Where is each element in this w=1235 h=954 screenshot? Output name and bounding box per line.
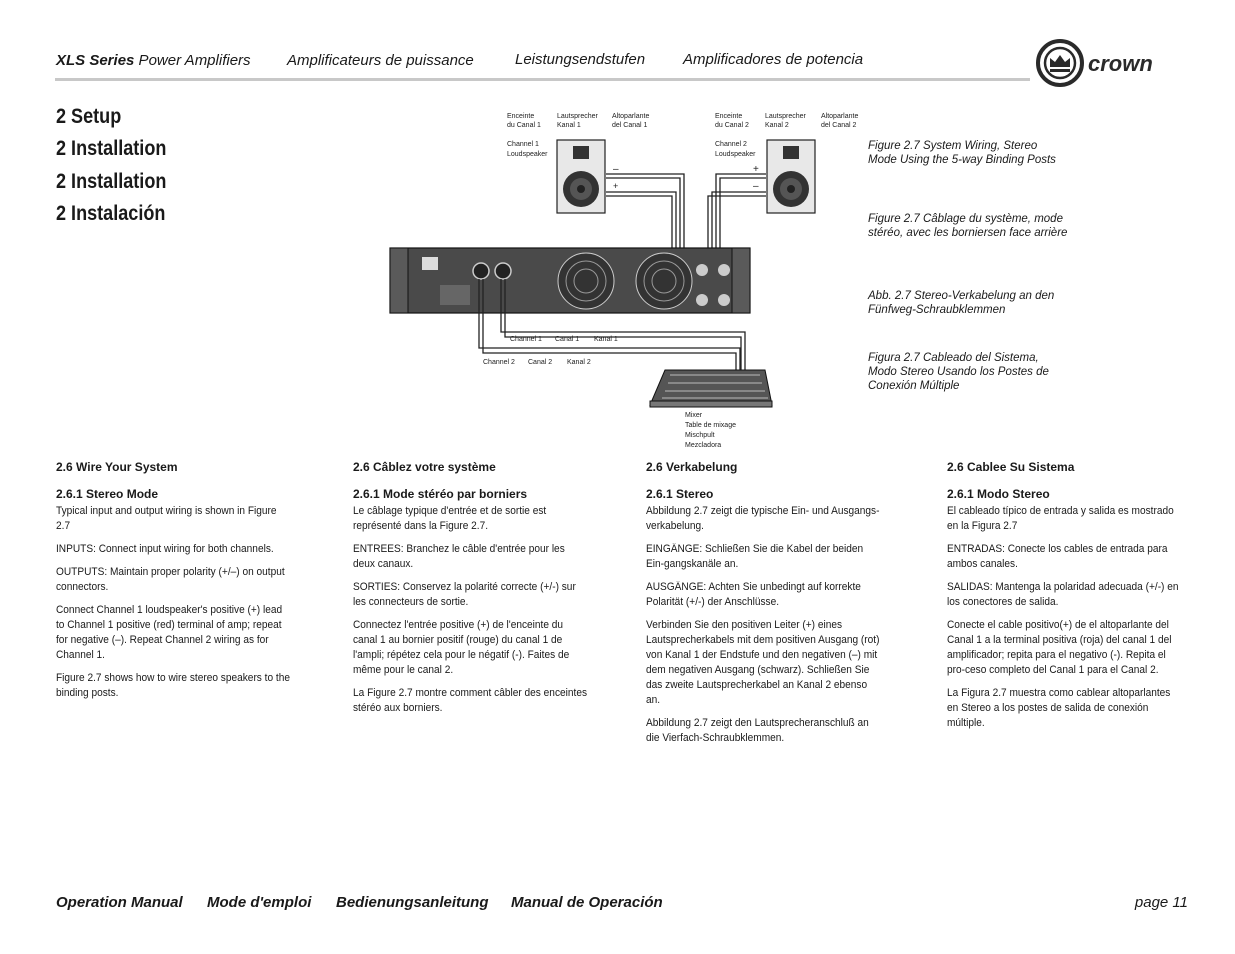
crown-logo: [1036, 38, 1186, 90]
spk2-label-en-2: Loudspeaker: [715, 151, 756, 158]
spk2-plus: +: [753, 164, 759, 175]
paragraph: EINGÄNGE: Schließen Sie die Kabel der beiden Ein-gangskanäle an.: [646, 543, 864, 570]
input-ch1-fr: Canal 1: [555, 336, 580, 343]
amplifier: [390, 248, 750, 313]
spk2-label-de-2: Kanal 2: [765, 122, 789, 129]
wiring-diagram: [380, 105, 865, 455]
paragraph: ENTRADAS: Conecte los cables de entrada para ambos canales.: [947, 543, 1168, 570]
paragraph: Typical input and output wiring is shown in Figure 2.7: [56, 505, 277, 532]
caption-es: Figura 2.7 Cableado del Sistema, Modo Stereo Usando los Postes de Conexión Múltiple: [868, 352, 1049, 392]
section-heading: 2.6 Wire Your System: [56, 460, 178, 474]
subsection-heading: 2.6.1 Stereo Mode: [56, 487, 159, 501]
caption-en: Figure 2.7 System Wiring, Stereo Mode Using the 5-way Binding Posts: [868, 140, 1056, 166]
title-de: 2 Installation: [56, 170, 167, 193]
paragraph: Figure 2.7 shows how to wire stereo speakers to the binding posts.: [56, 672, 291, 699]
spk2-label-en-1: Channel 2: [715, 141, 747, 148]
input-ch1-en: Channel 1: [510, 336, 542, 343]
footer-fr: Mode d'emploi: [207, 894, 312, 911]
mixer-label-de: Mischpult: [685, 432, 715, 439]
series-name: XLS Series: [56, 52, 135, 69]
paragraph: Conecte el cable positivo(+) de el altoparlante del Canal 1 a la terminal positiva (roja) del canal 1 del amplificador; repita para el negativo (-). Repita el pro-ceso completo del Canal 1 para el Canal 2.: [947, 619, 1172, 676]
mixer-label-fr: Table de mixage: [685, 422, 736, 429]
input-ch1-de: Kanal 1: [594, 336, 618, 343]
header-series: [56, 52, 251, 69]
footer-es: Manual de Operación: [511, 894, 663, 911]
paragraph: Connect Channel 1 loudspeaker's positive (+) lead to Channel 1 positive (red) terminal of amp; repeat for negative (–). Repeat Channel 2 wiring as for Channel 1.: [56, 604, 283, 661]
spk1-label-en-1: Channel 1: [507, 141, 539, 148]
title-fr: 2 Installation: [56, 137, 167, 160]
paragraph: Abbildung 2.7 zeigt die typische Ein- und Ausgangs-verkabelung.: [646, 505, 880, 532]
column-de: [646, 460, 881, 754]
subsection-heading: 2.6.1 Stereo: [646, 487, 714, 501]
page-number: page 11: [1134, 894, 1188, 911]
section-heading: 2.6 Cablee Su Sistema: [947, 460, 1075, 474]
input-ch2-en: Channel 2: [483, 359, 515, 366]
paragraph: AUSGÄNGE: Achten Sie unbedingt auf korrekte Polarität (+/-) der Anschlüsse.: [646, 581, 861, 608]
spk2-label-de-1: Lautsprecher: [765, 113, 806, 120]
spk1-label-fr-1: Enceinte: [507, 113, 535, 120]
title-es: 2 Instalación: [56, 202, 166, 225]
speaker-1: [557, 140, 605, 213]
paragraph: ENTREES: Branchez le câble d'entrée pour les deux canaux.: [353, 543, 565, 570]
mixer-label-es: Mezcladora: [685, 442, 722, 449]
paragraph: Connectez l'entrée positive (+) de l'enceinte du canal 1 au bornier positif (rouge) du canal 1 de l'ampli; répétez cela pour le négatif (-). Faites de même pour le canal 2.: [353, 619, 570, 676]
footer-en: Operation Manual: [56, 894, 183, 911]
spk1-label-fr-2: du Canal 1: [507, 122, 541, 129]
spk1-label-de-2: Kanal 1: [557, 122, 581, 129]
paragraph: Le câblage typique d'entrée et de sortie est représenté dans la Figure 2.7.: [353, 505, 547, 532]
column-en: [56, 460, 291, 709]
input-ch2-de: Kanal 2: [567, 359, 591, 366]
header-de: Leistungsendstufen: [515, 51, 646, 68]
caption-fr: Figure 2.7 Câblage du système, mode stéréo, avec les borniersen face arrière: [868, 213, 1068, 239]
header-rule: [55, 78, 1030, 81]
spk1-label-en-2: Loudspeaker: [507, 151, 548, 158]
section-heading: 2.6 Câblez votre système: [353, 460, 496, 474]
paragraph: SORTIES: Conservez la polarité correcte (+/-) sur les connecteurs de sortie.: [353, 581, 576, 608]
spk2-label-fr-2: du Canal 2: [715, 122, 749, 129]
spk2-minus: –: [753, 181, 759, 192]
speaker-2: [767, 140, 815, 213]
spk2-label-fr-1: Enceinte: [715, 113, 743, 120]
crown-logo-mark: [1036, 38, 1186, 90]
paragraph: El cableado típico de entrada y salida es mostrado en la Figura 2.7: [947, 505, 1174, 532]
spk1-label-es-1: Altoparlante: [612, 113, 650, 120]
crown-wordmark: crown: [1088, 51, 1153, 76]
paragraph: Abbildung 2.7 zeigt den Lautsprecheranschluß an die Vierfach-Schraubklemmen.: [646, 717, 869, 744]
series-subtitle: Power Amplifiers: [134, 52, 251, 69]
subsection-heading: 2.6.1 Modo Stereo: [947, 487, 1050, 501]
spk2-label-es-2: del Canal 2: [821, 122, 857, 129]
spk1-label-de-1: Lautsprecher: [557, 113, 598, 120]
column-es: [947, 460, 1182, 739]
title-en: 2 Setup: [56, 105, 122, 128]
mixer: [650, 370, 772, 407]
paragraph: Verbinden Sie den positiven Leiter (+) eines Lautsprecherkabels mit dem positiven Ausgang (rot) von Kanal 1 der Endstufe und den negativen (–) mit dem negativen Ausgang (schwarz). Schließen Sie das zweite Lautsprecherkabel an Kanal 2 ebenso an.: [646, 619, 880, 706]
paragraph: La Figure 2.7 montre comment câbler des enceintes stéréo aux borniers.: [353, 687, 588, 714]
spk1-minus: –: [613, 164, 619, 175]
header-es: Amplificadores de potencia: [683, 51, 864, 68]
spk2-label-es-1: Altoparlante: [821, 113, 859, 120]
caption-de: Abb. 2.7 Stereo-Verkabelung an den Fünfweg-Schraubklemmen: [868, 290, 1055, 316]
paragraph: OUTPUTS: Maintain proper polarity (+/–) on output connectors.: [56, 566, 285, 593]
spk1-plus: +: [613, 181, 619, 191]
mixer-label-en: Mixer: [685, 412, 703, 419]
subsection-heading: 2.6.1 Mode stéréo par borniers: [353, 487, 528, 501]
spk1-label-es-2: del Canal 1: [612, 122, 648, 129]
footer-de: Bedienungsanleitung: [336, 894, 489, 911]
paragraph: La Figura 2.7 muestra como cablear altoparlantes en Stereo a los postes de salida de conexión múltiple.: [947, 687, 1171, 729]
paragraph: SALIDAS: Mantenga la polaridad adecuada (+/-) en los conectores de salida.: [947, 581, 1179, 608]
column-fr: [353, 460, 588, 724]
header-fr: Amplificateurs de puissance: [287, 52, 474, 69]
section-heading: 2.6 Verkabelung: [646, 460, 738, 474]
paragraph: INPUTS: Connect input wiring for both channels.: [56, 543, 274, 555]
input-ch2-fr: Canal 2: [528, 359, 553, 366]
